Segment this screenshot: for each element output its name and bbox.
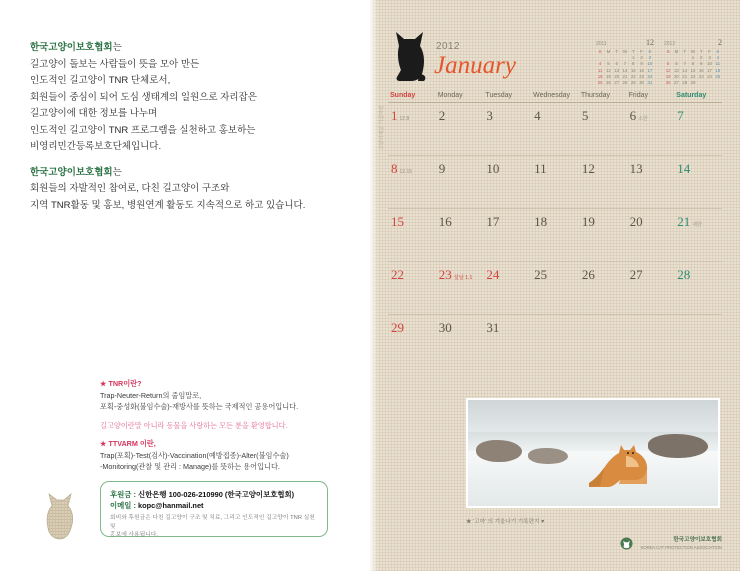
tnr-body-2-line: -Monitoring(관찰 및 관리 : Manage)를 뜻하는 용어입니다.	[100, 462, 280, 471]
mini-day: 9	[700, 61, 703, 67]
day-cell-1[interactable]	[388, 103, 436, 155]
mini-day: 25	[597, 80, 603, 86]
mini-day: 21	[622, 73, 628, 79]
mini-day: 24	[707, 73, 712, 79]
day-cell-4[interactable]	[531, 103, 579, 155]
intro-heading-2: 한국고양이보호협회	[30, 166, 113, 178]
bank-line	[110, 489, 318, 500]
mini-day: 5	[607, 61, 610, 67]
mini-day: 13	[614, 67, 620, 73]
day-cell-15[interactable]	[388, 209, 436, 261]
tnr-spacer	[100, 413, 350, 420]
mini-day: 6	[615, 61, 618, 67]
tnr-body-1-line: 포획-중성화(불임수술)-재방사를 뜻하는 국제적인 공용어입니다.	[100, 402, 299, 411]
calendar-year: 2012	[436, 41, 460, 52]
mini-day: 11	[597, 67, 603, 73]
day-cell-16[interactable]	[436, 209, 484, 261]
day-cell-11[interactable]	[531, 156, 579, 208]
day-of-week-tuesday: Tuesday	[485, 92, 513, 99]
contact-note	[110, 514, 318, 540]
day-number: 26	[581, 267, 595, 282]
calendar-page	[370, 0, 740, 571]
tnr-explanation-block	[100, 378, 350, 473]
mini-calendar-grid	[596, 49, 654, 86]
tnr-spacer	[100, 431, 350, 438]
intro-heading-1-suffix: 는	[112, 42, 122, 53]
day-number: 9	[438, 161, 446, 176]
day-cell-22[interactable]	[388, 262, 436, 314]
day-number: 28	[677, 267, 691, 282]
tnr-title-1: ★ TNR이란?	[100, 379, 142, 388]
mini-day: 28	[622, 80, 628, 86]
week-row	[388, 103, 722, 156]
day-of-week-sunday: Sunday	[390, 92, 416, 99]
intro-line: 길고양이 돌보는 사람들이 뜻을 모아 만든	[30, 58, 200, 70]
day-cell-21[interactable]	[674, 209, 722, 261]
mini-dow: W	[690, 49, 696, 54]
mini-day: 31	[647, 80, 653, 86]
mini-calendar-year: 2011	[596, 41, 607, 47]
mini-day: 4	[716, 55, 720, 61]
intro-heading-1: 한국고양이보호협회	[30, 42, 113, 53]
bank-label: 후원금 :	[110, 490, 136, 499]
mini-day: 10	[647, 61, 653, 67]
day-number: 15	[391, 214, 404, 229]
tnr-highlight: 길고양이란말 아니라 동물을 사랑하는 모든 분을 환영합니다.	[100, 420, 288, 430]
week-row	[388, 209, 722, 262]
mini-calendars	[596, 38, 722, 86]
intro-line: 인도적인 길고양이 TNR 프로그램을 실천하고 홍보하는	[30, 124, 256, 136]
day-number: 31	[486, 320, 500, 335]
day-cell-24[interactable]	[483, 262, 531, 314]
day-of-week-thursday: Thursday	[580, 92, 611, 99]
day-number: 21	[677, 214, 691, 229]
mini-day: 2	[640, 55, 643, 61]
week-row	[388, 262, 722, 315]
day-number: 18	[534, 214, 548, 229]
mini-day: 27	[614, 80, 620, 86]
mini-dow: M	[606, 49, 611, 54]
day-number: 12	[581, 161, 595, 176]
day-number: 2	[438, 108, 446, 123]
day-cell-5[interactable]	[579, 103, 627, 155]
mini-day: 17	[707, 67, 712, 73]
month-grid	[388, 92, 722, 367]
day-number: 3	[486, 108, 493, 123]
day-cell-28[interactable]	[674, 262, 722, 314]
mini-day: 2	[700, 55, 703, 61]
mini-day: 8	[632, 61, 635, 67]
mini-day: 18	[715, 67, 721, 73]
day-number: 4	[534, 108, 541, 123]
mini-day: 26	[605, 80, 611, 86]
mini-day: 10	[707, 61, 712, 67]
mini-day: 6	[675, 61, 678, 67]
mini-day: 23	[698, 73, 704, 79]
day-number: 11	[534, 161, 547, 176]
mini-dow: F	[640, 49, 643, 54]
mini-dow: T	[631, 49, 635, 54]
day-of-week-saturday: Saturday	[676, 92, 707, 99]
day-number: 23	[438, 267, 452, 282]
mini-calendar-header	[664, 38, 722, 47]
mini-calendar-next	[664, 38, 722, 86]
day-cell-10[interactable]	[483, 156, 531, 208]
mini-day: 27	[673, 80, 679, 86]
day-number: 13	[629, 161, 643, 176]
page-edge-shadow	[370, 0, 378, 571]
mini-dow: S	[648, 49, 652, 54]
organization-name: 한국고양이보호협회	[673, 536, 722, 543]
mini-day: 19	[665, 73, 671, 79]
day-number: 30	[438, 320, 452, 335]
mini-day: 16	[639, 67, 644, 73]
day-number: 1	[391, 108, 398, 123]
intro-line: 길고양이에 대한 정보를 나누며	[30, 108, 158, 119]
mini-day: 3	[648, 55, 652, 61]
day-number: 7	[677, 108, 684, 123]
intro-spacer	[30, 156, 340, 165]
mini-calendar-prev	[596, 38, 654, 86]
mini-day: 17	[647, 67, 653, 73]
sitting-cat-icon	[391, 30, 429, 82]
mini-day: 14	[622, 67, 628, 73]
intro-heading-2-suffix: 는	[112, 166, 122, 178]
organization-name-wrap	[641, 537, 722, 551]
mini-day: 1	[632, 55, 635, 61]
mini-day: 19	[605, 73, 611, 79]
contact-note-line: 홍보에 사용됩니다.	[110, 532, 159, 538]
mini-dow: T	[683, 49, 687, 54]
holiday-label: 설날 1.1	[453, 275, 473, 281]
intro-line: 인도적인 길고양이 TNR 단체로서,	[30, 75, 171, 86]
day-cell-empty	[531, 315, 579, 367]
day-cell-empty	[674, 315, 722, 367]
tnr-body-1-line: Trap-Neuter-Return의 줄임말로,	[100, 390, 202, 400]
mini-day: 22	[630, 73, 636, 79]
mini-day: 20	[614, 73, 620, 79]
mini-day: 9	[640, 61, 643, 67]
mini-calendar-month: 12	[646, 38, 654, 47]
week-row	[388, 315, 722, 367]
day-cell-25[interactable]	[531, 262, 579, 314]
mini-day: 7	[623, 61, 627, 67]
day-number: 5	[581, 108, 589, 123]
day-number: 20	[629, 214, 643, 229]
day-cell-17[interactable]	[483, 209, 531, 261]
mini-day: 25	[715, 73, 721, 79]
mini-calendar-header	[596, 38, 654, 47]
mini-calendar-grid	[664, 49, 722, 86]
mini-day: 12	[605, 67, 611, 73]
day-cell-23[interactable]	[436, 262, 484, 314]
mini-day: 13	[673, 67, 679, 73]
day-cell-31[interactable]	[483, 315, 531, 367]
mini-day: 24	[647, 73, 653, 79]
mini-day: 4	[598, 61, 602, 67]
lunar-label: 대한	[692, 222, 702, 228]
mini-day: 5	[666, 61, 670, 67]
day-cell-30[interactable]	[436, 315, 484, 367]
day-cell-8[interactable]	[388, 156, 436, 208]
photo-caption: ★ '고마' 의 겨울나기 기록편지 ♥	[466, 519, 545, 525]
mini-dow: S	[598, 49, 602, 54]
mini-day: 26	[665, 80, 671, 86]
mini-day: 1	[691, 55, 695, 61]
orange-cat-figure	[586, 444, 658, 490]
day-number: 22	[391, 267, 404, 282]
mini-day: 21	[682, 73, 688, 79]
mini-calendar-year: 2012	[664, 41, 676, 47]
email-label: 이메일 :	[110, 501, 136, 510]
mini-day: 29	[630, 80, 636, 86]
lunar-label: 12.15	[399, 169, 413, 175]
mini-dow: M	[674, 49, 679, 54]
day-cell-2[interactable]	[436, 103, 484, 155]
email-value[interactable]: kopc@hanmail.net	[138, 501, 204, 510]
mini-day: 16	[698, 67, 704, 73]
day-number: 24	[486, 267, 500, 282]
day-of-week-wednesday: Wednesday	[533, 92, 570, 99]
day-of-week-friday: Friday	[628, 92, 649, 99]
email-line	[110, 500, 318, 511]
mini-day: 28	[682, 80, 688, 86]
mini-day: 18	[597, 73, 603, 79]
day-number: 14	[677, 161, 691, 176]
mini-day: 8	[691, 61, 695, 67]
day-cell-3[interactable]	[483, 103, 531, 155]
mini-day: 3	[708, 55, 711, 61]
mini-day: 20	[673, 73, 679, 79]
day-number: 27	[629, 267, 643, 282]
day-cell-7[interactable]	[674, 103, 722, 155]
burlap-cat-icon	[43, 492, 77, 540]
day-cell-18[interactable]	[531, 209, 579, 261]
day-cell-29[interactable]	[388, 315, 436, 367]
intro-line: 비영리민간등록보호단체입니다.	[30, 141, 162, 152]
day-number: 6	[629, 108, 637, 123]
day-cell-20[interactable]	[627, 209, 675, 261]
lunar-label: 12.8	[399, 116, 410, 122]
bank-value: 신한은행 100-026-210990 (한국고양이보호협회)	[138, 490, 295, 499]
day-number: 25	[534, 267, 548, 282]
tnr-body-2-line: Trap(포획)-Test(검사)-Vaccination(예방접종)-Alter(불임수술)	[100, 450, 289, 460]
day-number: 17	[486, 214, 500, 229]
day-number: 8	[391, 161, 398, 176]
day-cell-empty	[579, 315, 627, 367]
day-of-week-row	[388, 92, 722, 103]
mini-day: 23	[639, 73, 644, 79]
mini-day: 14	[682, 67, 688, 73]
organization-logo	[620, 535, 722, 553]
day-number: 16	[438, 214, 452, 229]
mini-dow: T	[615, 49, 619, 54]
organization-subtitle: KOREA CAT PROTECTION ASSOCIATION	[640, 544, 722, 550]
intro-paragraph-2	[30, 165, 340, 215]
intro-line: 지역 TNR활동 및 홍보, 병원연계 활동도 지속적으로 하고 있습니다.	[30, 199, 306, 211]
rock-shape	[528, 448, 568, 464]
mini-dow: S	[716, 49, 720, 54]
contact-note-line: 회비와 후원금은 다친 길고양이 구조 및 치료, 그리고 인도적인 길고양이 TNR 실천 및	[110, 515, 315, 530]
day-cell-27[interactable]	[627, 262, 675, 314]
day-number: 29	[391, 320, 404, 335]
paw-logo-icon	[620, 537, 633, 550]
day-cell-6[interactable]	[627, 103, 675, 155]
mini-day: 30	[639, 80, 644, 86]
day-cell-26[interactable]	[579, 262, 627, 314]
mini-day: 15	[690, 67, 696, 73]
intro-line: 회원들의 자발적인 참여로, 다친 길고양이 구조와	[30, 183, 230, 194]
mini-day: 22	[690, 73, 696, 79]
week-row	[388, 156, 722, 209]
day-cell-13[interactable]	[627, 156, 675, 208]
mini-day: 11	[715, 61, 721, 67]
week-rows	[388, 103, 722, 367]
mini-dow: T	[699, 49, 703, 54]
day-cell-9[interactable]	[436, 156, 484, 208]
day-cell-empty	[627, 315, 675, 367]
mini-day: 12	[665, 67, 671, 73]
mini-dow: W	[622, 49, 628, 54]
mini-day: 7	[683, 61, 686, 67]
day-cell-19[interactable]	[579, 209, 627, 261]
intro-paragraph-1	[30, 40, 340, 156]
calendar-month-name: January	[434, 52, 516, 79]
day-number: 19	[581, 214, 595, 229]
contact-box	[100, 481, 328, 537]
mini-calendar-month: 2	[718, 38, 722, 47]
mini-day: 29	[690, 80, 696, 86]
rock-shape	[476, 440, 522, 462]
cat-photo	[466, 398, 720, 508]
lunar-label: 소한	[638, 116, 648, 122]
mini-dow: F	[708, 49, 711, 54]
intro-text-block	[30, 40, 340, 214]
intro-line: 회원들이 중심이 되어 도심 생태계의 일원으로 자리잡은	[30, 91, 257, 103]
mini-dow: S	[666, 49, 670, 54]
tnr-title-2: ★ TTVARM 이란,	[100, 439, 156, 448]
side-caption: 고양이재단 기금마련	[379, 105, 385, 150]
day-cell-12[interactable]	[579, 156, 627, 208]
day-of-week-monday: Monday	[437, 92, 463, 99]
day-cell-14[interactable]	[674, 156, 722, 208]
mini-day: 15	[630, 67, 636, 73]
day-number: 10	[486, 161, 500, 176]
